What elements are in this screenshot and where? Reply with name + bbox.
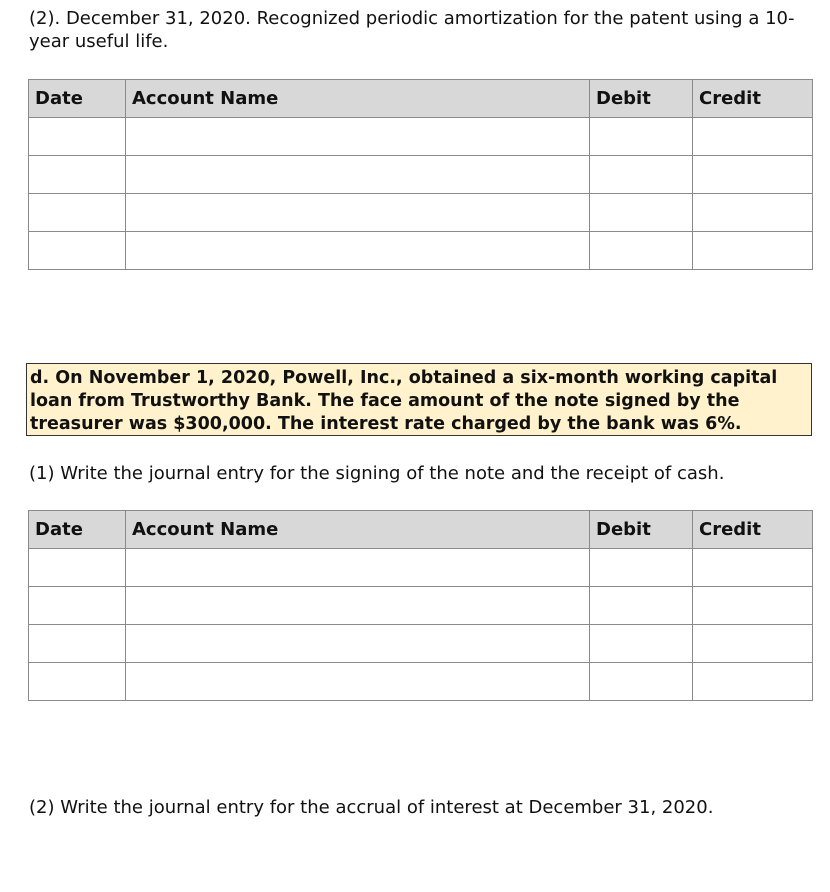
date-cell[interactable] (29, 663, 126, 701)
note-signing-prompt: (1) Write the journal entry for the signing of the note and the receipt of cash. (29, 463, 725, 484)
table-header-row (29, 80, 813, 118)
debit-cell[interactable] (590, 232, 693, 270)
credit-column-header: Credit (693, 511, 813, 549)
credit-cell[interactable] (693, 156, 813, 194)
table-row (29, 663, 813, 701)
debit-cell[interactable] (590, 663, 693, 701)
account-name-cell[interactable] (126, 587, 590, 625)
credit-cell[interactable] (693, 625, 813, 663)
account-name-column-header: Account Name (126, 80, 590, 118)
amortization-prompt: (2). December 31, 2020. Recognized periodic amortization for the patent using a 10-year useful life. (29, 8, 795, 52)
credit-cell[interactable] (693, 587, 813, 625)
table-row (29, 587, 813, 625)
date-cell[interactable] (29, 549, 126, 587)
account-name-column-header: Account Name (126, 511, 590, 549)
table-row (29, 232, 813, 270)
date-column-header: Date (29, 80, 126, 118)
table-header-row (29, 511, 813, 549)
credit-column-header: Credit (693, 80, 813, 118)
table-row (29, 194, 813, 232)
table-row (29, 118, 813, 156)
interest-accrual-prompt: (2) Write the journal entry for the accrual of interest at December 31, 2020. (29, 797, 714, 818)
table-row (29, 625, 813, 663)
debit-column-header: Debit (590, 80, 693, 118)
debit-cell[interactable] (590, 156, 693, 194)
journal-table-amortization (28, 79, 813, 270)
table-row (29, 549, 813, 587)
account-name-cell[interactable] (126, 663, 590, 701)
debit-cell[interactable] (590, 194, 693, 232)
debit-column-header: Debit (590, 511, 693, 549)
date-cell[interactable] (29, 118, 126, 156)
account-name-cell[interactable] (126, 232, 590, 270)
journal-table-note-signing (28, 510, 813, 701)
account-name-cell[interactable] (126, 549, 590, 587)
date-cell[interactable] (29, 587, 126, 625)
credit-cell[interactable] (693, 232, 813, 270)
account-name-cell[interactable] (126, 156, 590, 194)
date-cell[interactable] (29, 625, 126, 663)
date-cell[interactable] (29, 194, 126, 232)
debit-cell[interactable] (590, 587, 693, 625)
debit-cell[interactable] (590, 118, 693, 156)
account-name-cell[interactable] (126, 625, 590, 663)
account-name-cell[interactable] (126, 194, 590, 232)
debit-cell[interactable] (590, 625, 693, 663)
loan-scenario-callout: d. On November 1, 2020, Powell, Inc., obtained a six-month working capital loan from Trustworthy Bank. The face amount of the note signed by the treasurer was $300,000. The interest rate charged by the bank was 6%. (26, 363, 812, 436)
debit-cell[interactable] (590, 549, 693, 587)
date-cell[interactable] (29, 156, 126, 194)
credit-cell[interactable] (693, 663, 813, 701)
credit-cell[interactable] (693, 549, 813, 587)
table-row (29, 156, 813, 194)
date-cell[interactable] (29, 232, 126, 270)
credit-cell[interactable] (693, 194, 813, 232)
account-name-cell[interactable] (126, 118, 590, 156)
credit-cell[interactable] (693, 118, 813, 156)
date-column-header: Date (29, 511, 126, 549)
